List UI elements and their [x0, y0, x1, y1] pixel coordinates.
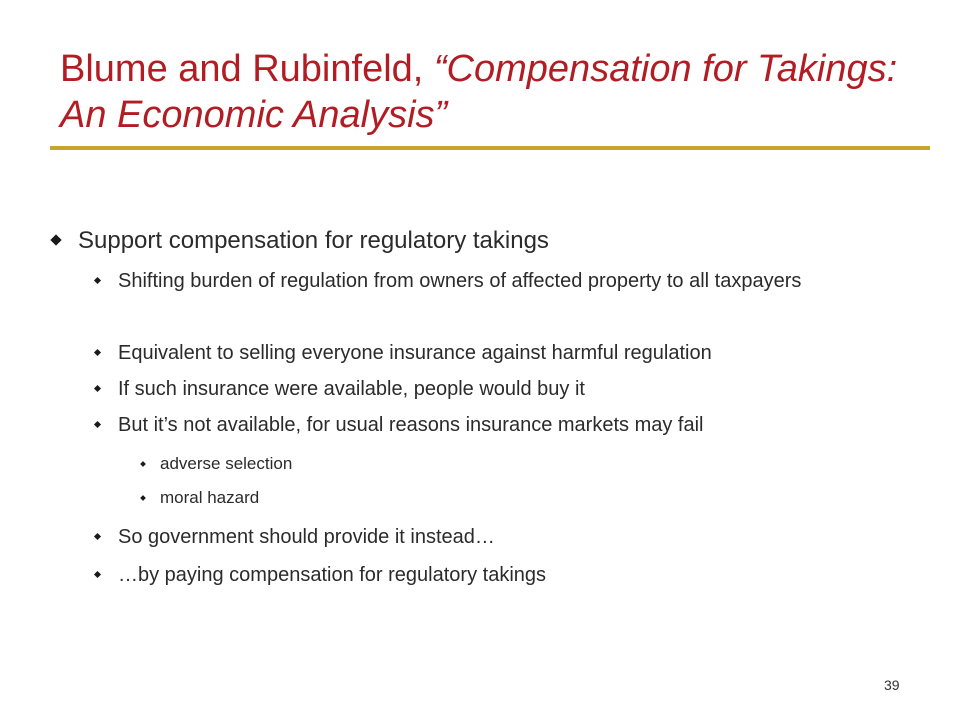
bullet-text: But it’s not available, for usual reasons insurance markets may fail: [118, 414, 704, 436]
bullet-level2: [118, 562, 918, 588]
bullet-text: …by paying compensation for regulatory takings: [118, 564, 547, 586]
diamond-bullet-icon: [50, 234, 61, 245]
bullet-level2: [118, 524, 918, 550]
diamond-bullet-icon: [140, 495, 146, 501]
diamond-bullet-icon: [94, 421, 101, 428]
bullet-text: adverse selection: [160, 454, 293, 473]
bullet-level3: [160, 453, 292, 475]
page-number: 39: [884, 677, 900, 693]
bullet-level2: [118, 268, 918, 294]
bullet-text: Equivalent to selling everyone insurance against harmful regulation: [118, 342, 712, 364]
bullet-text: So government should provide it instead…: [118, 526, 495, 548]
bullet-text: Support compensation for regulatory takings: [78, 227, 549, 254]
diamond-bullet-icon: [140, 461, 146, 467]
bullet-text: Shifting burden of regulation from owners of affected property to all taxpayers: [118, 270, 802, 292]
diamond-bullet-icon: [94, 385, 101, 392]
bullet-level1: [78, 226, 549, 256]
bullet-text: If such insurance were available, people would buy it: [118, 378, 585, 400]
bullet-text: moral hazard: [160, 488, 260, 507]
diamond-bullet-icon: [94, 533, 101, 540]
bullet-level2: [118, 340, 918, 366]
title-authors: Blume and Rubinfeld,: [60, 48, 434, 90]
diamond-bullet-icon: [94, 277, 101, 284]
bullet-level2: [118, 376, 918, 402]
diamond-bullet-icon: [94, 349, 101, 356]
bullet-level3: [160, 487, 259, 509]
diamond-bullet-icon: [94, 571, 101, 578]
bullet-level2: [118, 412, 918, 438]
title-paper-name: “Compensation for Takings: An Economic Analysis”: [60, 48, 898, 136]
